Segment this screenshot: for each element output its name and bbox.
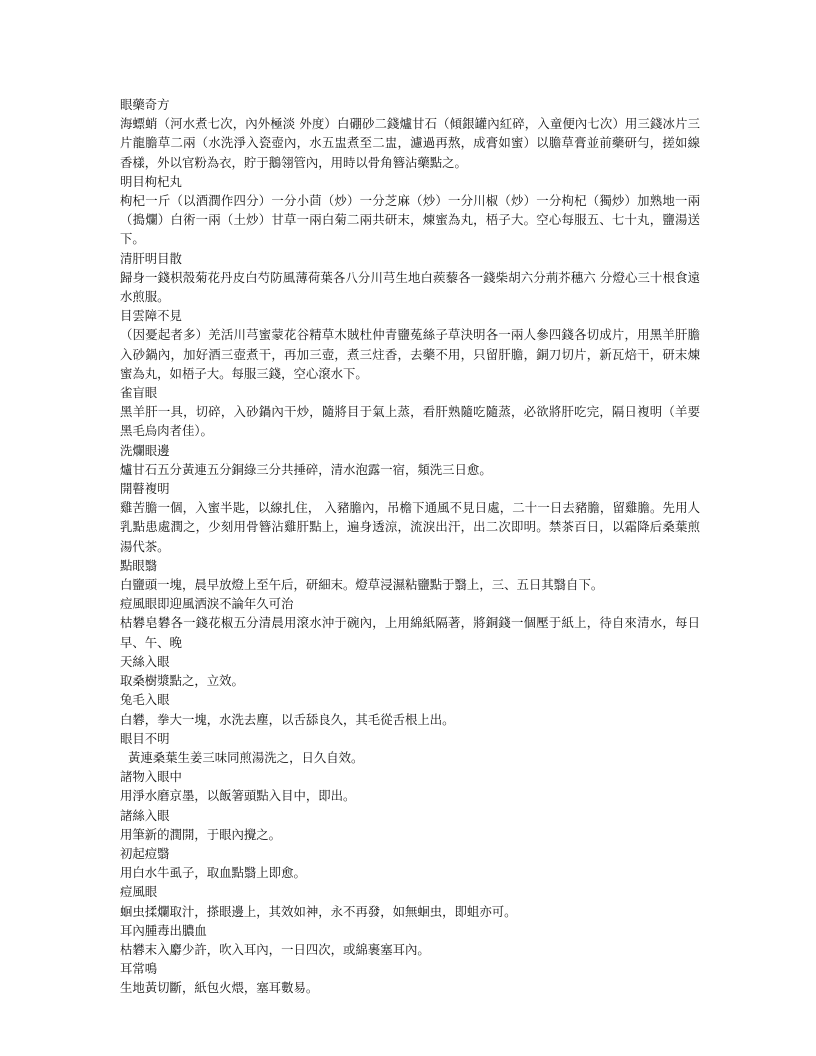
- entry-body: 用筆新的潤開，于眼內攪之。: [120, 826, 282, 842]
- entry-body: 用白水牛虱子，取血點翳上即愈。: [120, 865, 306, 881]
- entry-body: 黃連桑葉生姜三味同煎湯洗之，日久自效。: [128, 749, 364, 765]
- entry-cloudy-vision: [120, 306, 700, 383]
- entry-eye-nebula: [120, 556, 700, 594]
- entry-silk-in-eye: [120, 652, 700, 690]
- entry-early-pox-nebula: [120, 844, 700, 882]
- entry-body: 用淨水磨京墨，以飯箸頭點入目中，即出。: [120, 788, 356, 804]
- entry-title: 痘風眼: [120, 884, 158, 900]
- entry-rabbit-hair-in-eye: [120, 690, 700, 728]
- entry-title: 初起痘翳: [120, 845, 170, 861]
- entry-body: 枸杞一斤（以酒潤作四分）一分小茴（炒）一分芝麻（炒）一分川椒（炒）一分枸杞（獨炒）加熟地一兩（搗爛）白術一兩（土炒）甘草一兩白菊二兩共研末，煉蜜為丸，梧子大。空心每服五、七十丸，鹽湯送下。: [120, 193, 700, 247]
- entry-unclear-vision: [120, 729, 700, 767]
- entry-title: 眼目不明: [120, 730, 170, 746]
- entry-body: 歸身一錢枳殼菊花丹皮白芍防風薄荷葉各八分川芎生地白蒺藜各一錢柴胡六分荊芥穗六 分燈心三十根食遠水煎服。: [120, 269, 700, 305]
- document-page: [120, 95, 700, 998]
- entry-title: 眼藥奇方: [120, 97, 170, 112]
- entry-wind-tearing: [120, 594, 700, 652]
- entry-title: 洗爛眼邊: [120, 442, 170, 458]
- entry-goji-pill: [120, 172, 700, 249]
- entry-body: 白礬，拳大一塊，水洗去塵，以舌舔良久，其毛從舌根上出。: [120, 711, 455, 727]
- entry-threads-in-eye: [120, 806, 700, 844]
- entry-body: 白鹽頭一塊，晨早放燈上至午后，研細末。燈草浸濕粘鹽點于翳上，三、五日其翳自下。: [120, 577, 604, 593]
- entry-body: 爐甘石五分黃連五分銅綠三分共捶碎，清水泡露一宿，頻洗三日愈。: [120, 461, 492, 477]
- entry-body: 海螵蛸（河水煮七次，內外極淡 外度）白硼砂二錢爐甘石（傾銀罐內紅碎，入童便內七次）用三錢冰片三片龍膽草二兩（水洗淨入瓷壺內，水五盅煮至二盅，濾過再熬，成膏如蜜）以膽草膏並前藥研勻，搓如線香樣，外以官粉為衣，貯于鵝翎管內，用時以骨角簪沾藥點之。: [120, 116, 700, 170]
- entry-night-blindness: [120, 383, 700, 441]
- entry-title: 目雲障不見: [120, 308, 182, 324]
- entry-title: 明目枸杞丸: [120, 173, 182, 189]
- entry-body: 雞苦膽一個，入蜜半匙，以線扎住， 入豬膽內，吊檐下通風不見日處，二十一日去豬膽，留雞膽。先用人乳點患處潤之，少刻用骨簪沾雞肝點上，遍身透涼，流淚出汗，出二次即明。禁茶百日，以霜降后桑葉煎湯代茶。: [120, 500, 700, 554]
- entry-ear-abscess: [120, 921, 700, 959]
- entry-title: 耳內腫毒出膿血: [120, 922, 207, 938]
- entry-tinnitus: [120, 959, 700, 997]
- entry-body: 枯礬皂礬各一錢花椒五分清晨用滾水沖于碗內，上用綿紙隔著，將銅錢一個壓于紙上，待自來清水，每日早、午、晚: [120, 615, 700, 650]
- entry-title: 諸物入眼中: [120, 769, 182, 785]
- entry-body: 取桑樹漿點之，立效。: [120, 673, 244, 689]
- entry-body: 蛔虫揉爛取汁，搽眼邊上，其效如神，永不再發，如無蛔虫，即蛆亦可。: [120, 903, 517, 919]
- entry-title: 痘風眼即迎風洒淚不論年久可治: [120, 596, 294, 612]
- entry-liver-clearing-powder: [120, 249, 700, 307]
- entry-title: 兔毛入眼: [120, 692, 170, 708]
- entry-title: 開瞽複明: [120, 481, 170, 497]
- entry-body: 生地黃切斷，紙包火煨，塞耳數易。: [120, 980, 319, 996]
- entry-title: 清肝明目散: [120, 250, 182, 266]
- entry-body: （因憂起者多）羌活川芎蜜蒙花谷精草木賊杜仲青鹽菟絲子草決明各一兩人參四錢各切成片，用黑羊肝膽入砂鍋內，加好酒三壺煮干，再加三壺，煮三炷香，去藥不用，只留肝膽，銅刀切片，新瓦焙干，研末煉蜜為丸，如梧子大。每服三錢，空心滾水下。: [120, 327, 700, 381]
- entry-title: 雀盲眼: [120, 385, 158, 401]
- entry-restore-sight: [120, 479, 700, 556]
- entry-title: 點眼翳: [120, 557, 158, 573]
- entry-title: 耳常鳴: [120, 961, 158, 977]
- entry-eye-medicine-formula: [120, 95, 700, 172]
- entry-foreign-object: [120, 767, 700, 805]
- entry-wash-eyelid: [120, 441, 700, 479]
- entry-pox-wind-eye: [120, 882, 700, 920]
- entry-body: 黑羊肝一具，切碎，入砂鍋內干炒，隨將目于氣上蒸，看肝熟隨吃隨蒸，必欲將肝吃完，隔日複明（羊要黑毛烏肉者佳）。: [120, 404, 700, 439]
- entry-body: 枯礬末入麝少許，吹入耳內，一日四次，或綿裹塞耳內。: [120, 941, 430, 957]
- entry-title: 天絲入眼: [120, 653, 170, 669]
- entry-title: 諸絲入眼: [120, 807, 170, 823]
